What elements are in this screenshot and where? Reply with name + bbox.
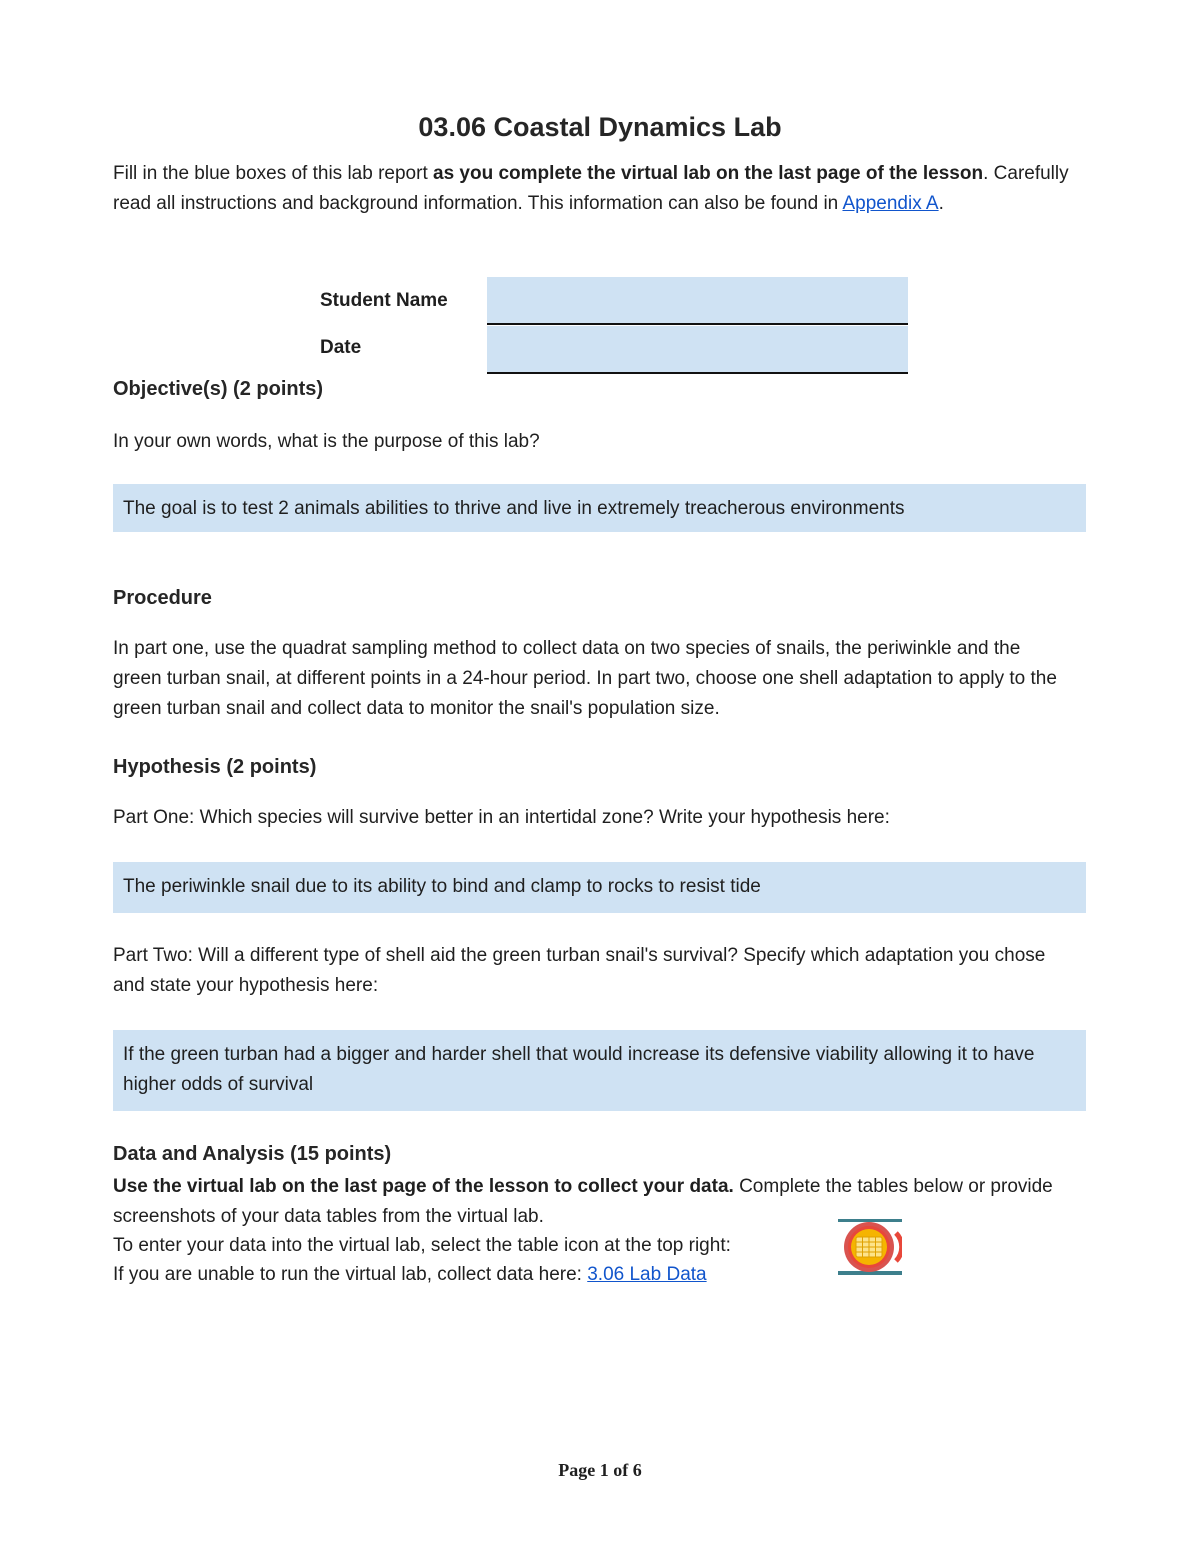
objective-heading: Objective(s) (2 points)	[113, 378, 324, 400]
table-icon	[838, 1219, 902, 1279]
hypothesis-part-one-answer-box[interactable]	[113, 862, 1086, 913]
hypothesis-part-two-answer: If the green turban had a bigger and harder shell that would increase its defensive viability allowing it to have higher odds of survival	[123, 1044, 1035, 1095]
hypothesis-heading: Hypothesis (2 points)	[113, 756, 317, 778]
data-analysis-line3-text: If you are unable to run the virtual lab, collect data here:	[113, 1264, 588, 1285]
data-analysis-line1-rest: Complete the tables below or provide screenshots of your data tables from the virtual lab.	[113, 1176, 1053, 1227]
procedure-heading: Procedure	[113, 587, 212, 609]
data-analysis-bold-line: Use the virtual lab on the last page of the lesson to collect your data.	[113, 1176, 734, 1197]
objective-answer-box[interactable]	[113, 484, 1086, 532]
student-name-label: Student Name	[320, 290, 448, 311]
intro-bold-text: as you complete the virtual lab on the last page of the lesson	[433, 163, 984, 184]
intro-text-end: .	[938, 193, 944, 214]
data-analysis-line3	[113, 1260, 1093, 1290]
date-field[interactable]	[487, 326, 908, 374]
intro-text: Fill in the blue boxes of this lab report	[113, 163, 434, 184]
hypothesis-part-two-prompt: Part Two: Will a different type of shell aid the green turban snail's survival? Specify which adaptation you chose and state your hypothesis here:	[113, 945, 1046, 996]
student-name-field[interactable]	[487, 277, 908, 325]
objective-answer: The goal is to test 2 animals abilities to thrive and live in extremely treacherous environments	[123, 498, 905, 519]
hypothesis-part-two-answer-box[interactable]	[113, 1030, 1086, 1111]
data-analysis-heading: Data and Analysis (15 points)	[113, 1143, 392, 1165]
data-analysis-line2: To enter your data into the virtual lab, select the table icon at the top right:	[113, 1235, 731, 1256]
date-label: Date	[320, 337, 362, 358]
data-analysis-instructions	[113, 1172, 1093, 1232]
lab-data-link[interactable]: 3.06 Lab Data	[587, 1264, 707, 1285]
procedure-text: In part one, use the quadrat sampling method to collect data on two species of snails, the periwinkle and the green turban snail, at different points in a 24-hour period. In part two, choose one shell adaptation to apply to the green turban snail and collect data to monitor the snail's population size.	[113, 638, 1057, 719]
objective-question: In your own words, what is the purpose of this lab?	[113, 431, 540, 452]
page-footer: Page 1 of 6	[558, 1460, 642, 1480]
intro-paragraph	[113, 159, 1093, 219]
page-title: 03.06 Coastal Dynamics Lab	[418, 112, 782, 142]
appendix-a-link[interactable]: Appendix A	[842, 193, 939, 214]
intro-text-cont: . Carefully read all instructions and background information. This information can also be found in	[113, 163, 1069, 214]
hypothesis-part-one-prompt: Part One: Which species will survive better in an intertidal zone? Write your hypothesis here:	[113, 807, 890, 828]
hypothesis-part-one-answer: The periwinkle snail due to its ability to bind and clamp to rocks to resist tide	[123, 876, 761, 897]
